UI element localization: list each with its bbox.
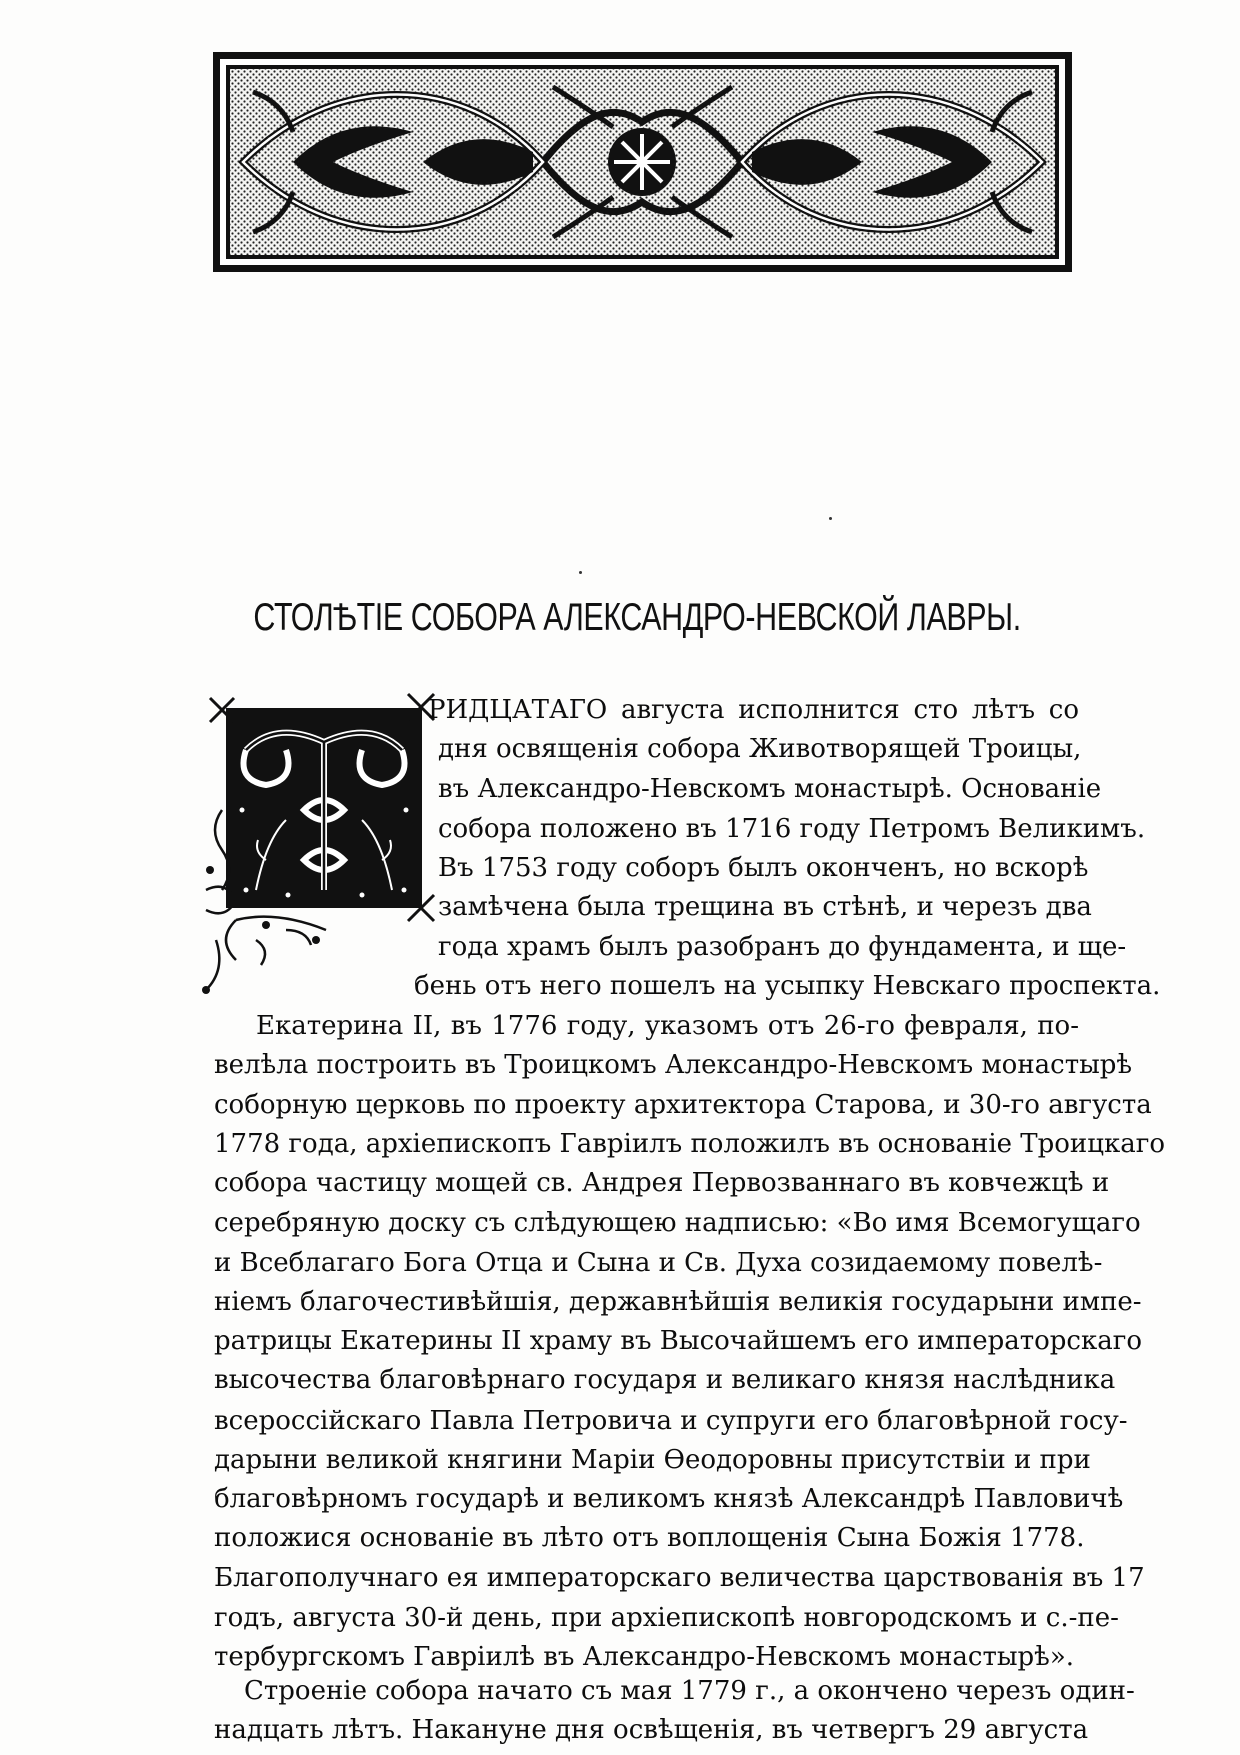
text-line: всероссійскаго Павла Петровича и супруги его благовѣрной госу- (214, 1406, 1128, 1436)
text-line: велѣла построить въ Троицкомъ Александро-Невскомъ монастырѣ (214, 1050, 1133, 1080)
text-line: годъ, августа 30-й день, при архіепископѣ новгородскомъ и с.-пе- (214, 1603, 1119, 1633)
text-line: Строеніе собора начато съ мая 1779 г., а окончено черезъ один- (244, 1676, 1135, 1706)
text-line: года храмъ былъ разобранъ до фундамента, и ще- (438, 932, 1127, 962)
print-speck (579, 571, 582, 574)
text-line: соборную церковь по проекту архитектора Старова, и 30-го августа (214, 1090, 1152, 1120)
text-line: ніемъ благочестивѣйшія, державнѣйшія великія государыни импе- (214, 1287, 1142, 1317)
print-speck (829, 517, 832, 520)
text-line: положися основаніе въ лѣто отъ воплощенія Сына Божія 1778. (214, 1523, 1085, 1553)
ornamental-header-band (213, 52, 1072, 272)
text-line: Въ 1753 году соборъ былъ оконченъ, но вскорѣ (438, 853, 1089, 883)
text-line: собора положено въ 1716 году Петромъ Великимъ. (438, 814, 1146, 844)
text-line: Благополучнаго ея императорскаго величества царствованія въ 17 (214, 1563, 1145, 1593)
article-title: СТОЛѢТІЕ СОБОРА АЛЕКСАНДРО-НЕВСКОЙ ЛАВРЫ. (253, 596, 1021, 639)
text-line: и Всеблагаго Бога Отца и Сына и Св. Духа созидаемому повелѣ- (214, 1248, 1103, 1278)
text-line: благовѣрномъ государѣ и великомъ князѣ Александрѣ Павловичѣ (214, 1484, 1124, 1514)
text-line: 1778 года, архіепископъ Гавріилъ положилъ въ основаніе Троицкаго (214, 1129, 1165, 1159)
text-line: тербургскомъ Гавріилѣ въ Александро-Невскомъ монастырѣ». (214, 1642, 1075, 1672)
drop-cap-t-illustration (176, 690, 436, 1000)
text-line: дня освященія собора Животворящей Троицы, (438, 734, 1082, 764)
text-line: РИДЦАТАГО августа исполнится сто лѣтъ со (428, 695, 1079, 725)
text-line: бень отъ него пошелъ на усыпку Невскаго проспекта. (414, 971, 1161, 1001)
text-line: высочества благовѣрнаго государя и великаго князя наслѣдника (214, 1365, 1116, 1395)
text-line: замѣчена была трещина въ стѣнѣ, и черезъ два (438, 892, 1092, 922)
text-line: ратрицы Екатерины II храму въ Высочайшемъ его императорскаго (214, 1326, 1143, 1356)
text-line: надцать лѣтъ. Накануне дня освѣщенія, въ четвергъ 29 августа (214, 1715, 1089, 1745)
text-line: собора частицу мощей св. Андрея Первозваннаго въ ковчежцѣ и (214, 1168, 1110, 1198)
text-line: въ Александро-Невскомъ монастырѣ. Основаніе (438, 774, 1102, 804)
text-line: серебряную доску съ слѣдующею надписью: «Во имя Всемогущаго (214, 1208, 1141, 1238)
text-line: дарыни великой княгини Маріи Ѳеодоровны присутствіи и при (214, 1445, 1091, 1475)
text-line: Екатерина II, въ 1776 году, указомъ отъ 26-го февраля, по- (256, 1011, 1079, 1041)
